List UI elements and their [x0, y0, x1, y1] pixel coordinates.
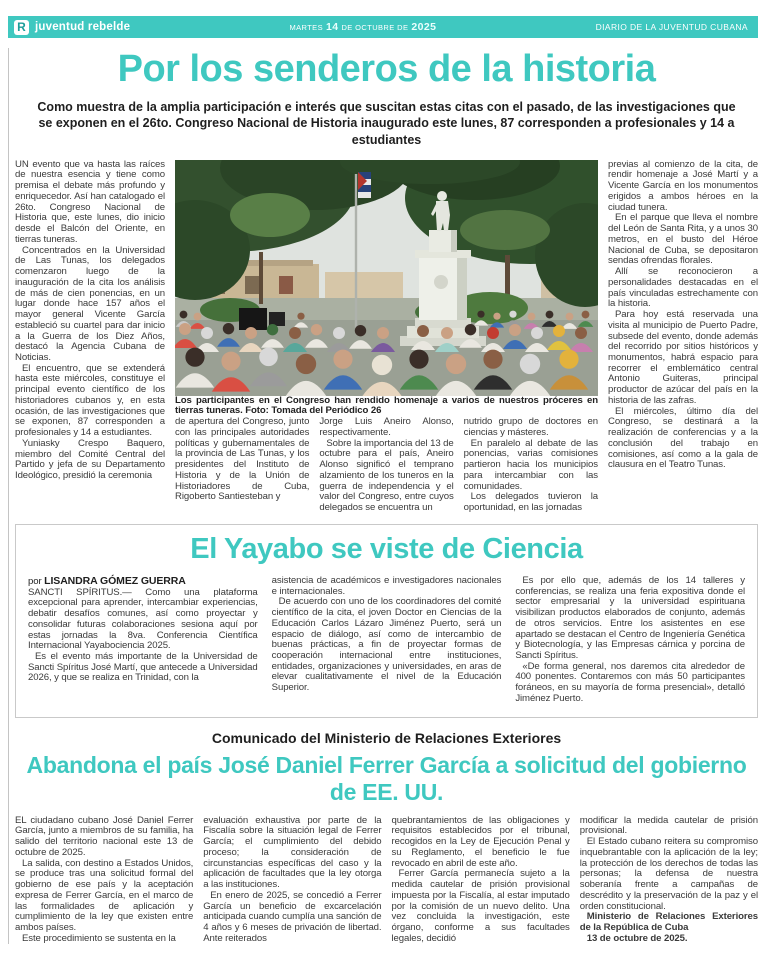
paragraph: quebrantamientos de las obligaciones y requisitos establecidos por el tribunal, recogidos en la Ley de Ejecución Penal y su Reglamento, el beneficio le fue revocado en abril de este año.	[391, 814, 570, 869]
paragraph: Es por ello que, además de los 14 talleres y conferencias, se realiza una feria expositiva donde el sector empresarial y la universidad espirituana visibilizan productos elaborados de conjunto, además de otros servicios. Entre los asistentes en ese apartado se destacan el Centro de Ingeniería Genética y Biotecnología, y las Empresas cárnica y porcina de Sancti Spíritus.	[515, 574, 745, 661]
article1-photo-block	[175, 160, 598, 514]
paragraph: Concentrados en la Universidad de Las Tunas, los delegados comenzaron luego de la inauguración de la cita los análisis de más de cien ponencias, en un lugar donde hace 157 años el mayor general Vicente García estableció su cuartel para dar inicio a la Guerra de los Diez Años, destacó la Agencia Cubana de Noticias.	[15, 244, 165, 363]
article2-box	[15, 524, 758, 718]
article3-columns	[15, 816, 758, 945]
article1-subhead: Como muestra de la amplia participación e interés que suscitan estas citas con el pasado, de las investigaciones que se exponen en el 26to. Congreso Nacional de Historia inaugurado este lunes, 87 corresponden a profesionales y 14 a estudiantes	[37, 100, 736, 147]
byline-prefix: por	[28, 575, 42, 587]
paragraph: de apertura del Congreso, junto con las principales autoridades políticas y gubernamentales de la provincia de Las Tunas, y los presidentes del Instituto de Historia y de la Unión de Historiadores de Cuba, Rigoberto Santiesteban y	[175, 416, 310, 503]
article1-middle-columns	[175, 417, 598, 514]
article1-body	[15, 160, 758, 514]
paragraph: asistencia de académicos e investigadores nacionales e internacionales.	[271, 574, 502, 597]
paragraph: En el parque que lleva el nombre del León de Santa Rita, y a unos 30 metros, en el busto del Héroe Nacional de Cuba, se depositaron sendas ofrendas florales.	[608, 212, 758, 267]
article1-col3	[319, 417, 453, 514]
paragraph: Este procedimiento se sustenta en la	[22, 932, 176, 944]
article2-col1	[28, 576, 258, 705]
date-weekday: MARTES	[289, 23, 323, 32]
paragraph: evaluación exhaustiva por parte de la Fiscalía sobre la situación legal de Ferrer García; el cumplimiento del debido proceso; la consideración de circunstancias específicas del caso y la aplicación de facultades que la ley otorga a las instituciones.	[203, 814, 382, 891]
article3-col3	[392, 816, 570, 945]
article1-col4	[464, 417, 598, 514]
paragraph: SANCTI SPÍRITUS.— Como una plataforma excepcional para aprender, intercambiar experiencias, debatir desafíos comunes, así como proyectar y consolidar futuras colaboraciones sesiona aquí por estas jornadas la 8va. Conferencia Científica Internacional Yayabociencia 2025.	[28, 586, 258, 652]
masthead-tagline: DIARIO DE LA JUVENTUD CUBANA	[595, 22, 748, 32]
paragraph: Allí se reconocieron a personalidades destacadas en el país vinculadas estrechamente con la historia.	[608, 266, 758, 310]
article2-col3	[515, 576, 745, 705]
article1-headline: Por los senderos de la historia	[117, 48, 656, 90]
paragraph: Yuniasky Crespo Baquero, miembro del Comité Central del Partido y jefa de su Departamento Ideológico, presidió la ceremonia	[15, 437, 165, 482]
article3-col2	[203, 816, 381, 945]
brand-name: juventud rebelde	[35, 21, 131, 33]
signature-line: Ministerio de Relaciones Exteriores de la República de Cuba	[579, 911, 758, 933]
date-day: 14	[326, 21, 339, 33]
article3-headline: Abandona el país José Daniel Ferrer García a solicitud del gobierno de EE. UU.	[26, 751, 747, 805]
article2-columns	[28, 576, 745, 705]
article1-right-column	[608, 160, 758, 514]
masthead-bar	[8, 16, 758, 38]
article3-section	[15, 730, 758, 945]
article2-headline: El Yayabo se viste de Ciencia	[190, 532, 583, 565]
paragraph: nutrido grupo de doctores en ciencias y másteres.	[463, 416, 598, 438]
article1-col2	[175, 417, 309, 514]
cuban-flag	[358, 172, 371, 198]
article3-col4	[580, 816, 758, 945]
article3-kicker: Comunicado del Ministerio de Relaciones Exteriores	[211, 729, 562, 746]
paragraph: modificar la medida cautelar de prisión provisional.	[579, 814, 758, 837]
paragraph: «De forma general, nos daremos cita alrededor de 400 ponentes. Contaremos con más 50 participantes foráneos, en su mayoría de forma presencial», detalló Jiménez Puerto.	[515, 660, 745, 704]
paragraph: Los delegados tuvieron la oportunidad, en las jornadas	[463, 491, 598, 514]
byline	[28, 576, 258, 588]
paragraph: UN evento que va hasta las raíces de nuestra esencia y tiene como premisa el debate más profundo y enriquecedor. Así han catalogado el 26to. Congreso Nacional de Historia que, este lunes, dio inicio desde el Balcón del Oriente, en tierras tuneras.	[15, 158, 165, 245]
photo-caption: Los participantes en el Congreso han rendido homenaje a varios de nuestros próceres en tierras tuneras. Foto: Tomada del Periódico 26	[175, 394, 598, 417]
date-year: 2025	[411, 21, 437, 33]
paragraph: En paralelo al debate de las ponencias, varias comisiones partieron hacia los municipios para intercambiar con las comunidades.	[463, 437, 598, 492]
article3-col1	[15, 816, 193, 945]
masthead-date	[289, 21, 436, 33]
paragraph: Jorge Luis Aneiro Alonso, respectivamente.	[319, 416, 454, 438]
masthead-brand-group	[14, 20, 130, 35]
paragraph: El encuentro, que se extenderá hasta este miércoles, constituye el principal evento científico de los historiadores cubanos y, en esta ocasión, de las investigaciones que se exponen, 87 corresponden a profesionales y 14 a estudiantes.	[15, 362, 165, 439]
paragraph: Para hoy está reservada una visita al municipio de Puerto Padre, subsede del evento, donde además del recorrido por sitios históricos y monumentos, habrá espacio para recorrer el emblemático central Antonio Guiteras, principal productor de azúcar del país en la historia de las zafras.	[608, 309, 758, 406]
signature-date: 13 de octubre de 2025.	[586, 932, 688, 944]
article1-left-column	[15, 160, 165, 514]
juventud-rebelde-logo-icon: R	[14, 20, 29, 35]
byline-author: LISANDRA GÓMEZ GUERRA	[44, 574, 186, 587]
paragraph: Ferrer García permanecía sujeto a la medida cautelar de prisión provisional impuesta por la Fiscalía, al estar imputado por la comisión de un nuevo delito. Una vez concluida la investigación, este órgano, conforme a sus facultades legales, decidió	[391, 868, 570, 944]
paragraph: De acuerdo con uno de los coordinadores del comité científico de la cita, el joven Doctor en Ciencias de la Educación Carlos Lázaro Jiménez Puerto, será un espacio de diálogo, así como de intercambio de buenas prácticas, a fin de proyectar formas de cooperación internacional entre instituciones, entidades, organizaciones y universidades, en aras de elevar cualitativamente el nivel de la Educación Superior.	[271, 596, 502, 694]
paragraph: previas al comienzo de la cita, de rendir homenaje a José Martí y a Vicente García en los monumentos erigidos a ambos héroes en la ciudad tunera.	[608, 158, 758, 213]
paragraph: Sobre la importancia del 13 de octubre para el país, Aneiro Alonso significó el temprano alzamiento de los tuneros en la guerra de independencia y el valor del Congreso, entre cuyos delegados se encuentra un	[319, 437, 454, 514]
paragraph: La salida, con destino a Estados Unidos, se produce tras una solicitud formal del gobierno de ese país y la aceptación expresa de Ferrer García, en el marco de las formalidades de aplicación y cumplimiento de la ley que existen entre ambos países.	[15, 857, 194, 933]
paragraph: El Estado cubano reitera su compromiso inquebrantable con la aplicación de la ley; la protección de los derechos de todas las personas; la defensa de nuestra soberanía frente a campañas de descrédito y la preservación de la paz y el orden constitucional.	[579, 836, 758, 912]
article2-col2	[272, 576, 502, 705]
paragraph: Es el evento más importante de la Universidad de Sancti Spíritus José Martí, que antecede a Universidad 2026, y que se realiza en Trinidad, con la	[28, 650, 258, 684]
paragraph: En enero de 2025, se concedió a Ferrer García un beneficio de excarcelación anticipada cuando cumplía una sanción de 4 años y 6 meses de privación de libertad. Ante reiterados	[203, 889, 382, 944]
paragraph: El miércoles, último día del Congreso, se destinará a la realización de conferencias y a la conclusión del trabajo en comisiones, así como a la gala de clausura en el Teatro Tunas.	[608, 405, 758, 471]
paragraph: EL ciudadano cubano José Daniel Ferrer García, junto a miembros de su familia, ha salido del territorio nacional este 13 de octubre de 2025.	[15, 814, 194, 858]
date-middle: DE OCTUBRE DE	[341, 23, 409, 32]
congress-photo	[175, 160, 598, 396]
